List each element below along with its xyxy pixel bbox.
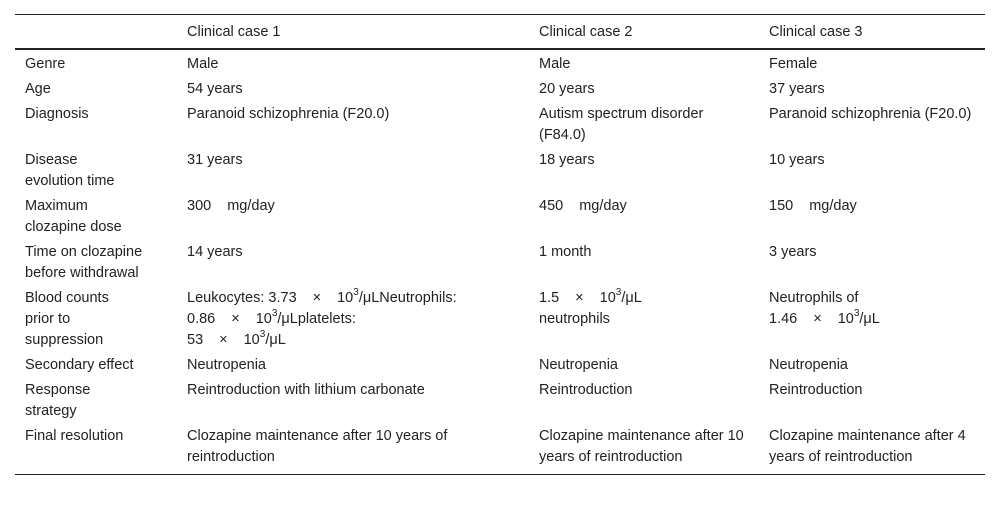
dose-value: 450 bbox=[539, 198, 564, 214]
exponent: 3 bbox=[353, 287, 359, 299]
blood-line-2: neutrophils bbox=[539, 311, 610, 327]
dose-value: 300 bbox=[187, 198, 212, 214]
cell-case-2: Male bbox=[539, 56, 571, 72]
neutrophils-value: 1.46 bbox=[769, 311, 798, 327]
table-header-row bbox=[15, 15, 985, 50]
blood-line-1 bbox=[187, 288, 519, 309]
platelets-label: platelets: bbox=[297, 311, 356, 327]
neutrophils-value: 1.5 bbox=[539, 290, 560, 306]
neutrophils-label: Neutrophils: bbox=[379, 290, 457, 306]
leukocytes-text: Leukocytes: 3.73 bbox=[187, 290, 297, 306]
cell-case-2: 20 years bbox=[539, 81, 595, 97]
row-label: Disease evolution time bbox=[25, 152, 115, 189]
table-row-time-on-clozapine bbox=[15, 239, 985, 285]
cell-case-3: Neutropenia bbox=[769, 357, 848, 373]
header-case-2: Clinical case 2 bbox=[529, 15, 759, 50]
row-label: Genre bbox=[25, 56, 66, 72]
header-case-1: Clinical case 1 bbox=[177, 15, 529, 50]
table-row-diagnosis bbox=[15, 101, 985, 147]
cell-case-1: Paranoid schizophrenia (F20.0) bbox=[187, 106, 390, 122]
header-case-3: Clinical case 3 bbox=[759, 15, 985, 50]
cell-case-3: Paranoid schizophrenia (F20.0) bbox=[769, 106, 972, 122]
cell-case-2: Clozapine maintenance after 10 years of reintroduction bbox=[529, 423, 759, 475]
times-sign: × bbox=[813, 311, 822, 327]
exponent: 3 bbox=[271, 308, 278, 320]
times-sign: × bbox=[219, 332, 228, 348]
header-empty bbox=[15, 15, 177, 50]
exponent: 3 bbox=[853, 308, 860, 320]
unit: /μL bbox=[277, 311, 298, 327]
cell-case-1 bbox=[177, 285, 529, 352]
cell-case-1 bbox=[177, 193, 529, 239]
row-label: Diagnosis bbox=[25, 106, 89, 122]
cell-case-2 bbox=[529, 193, 759, 239]
cell-case-3: 3 years bbox=[769, 244, 817, 260]
dose-unit: mg/day bbox=[579, 198, 627, 214]
cell-case-2 bbox=[529, 285, 759, 352]
unit: /μL bbox=[621, 290, 642, 306]
table-row-final-resolution bbox=[15, 423, 985, 475]
cell-case-2: 18 years bbox=[539, 152, 595, 168]
cell-case-3 bbox=[759, 285, 985, 352]
blood-line-2 bbox=[769, 309, 975, 330]
cell-case-1: 14 years bbox=[187, 244, 243, 260]
table-row-secondary-effect bbox=[15, 352, 985, 377]
cell-case-3: 37 years bbox=[769, 81, 825, 97]
cell-case-1: Clozapine maintenance after 10 years of reintroduction bbox=[177, 423, 529, 475]
ten: 10 bbox=[255, 311, 272, 327]
table-row-genre bbox=[15, 49, 985, 76]
unit: /μL bbox=[358, 290, 380, 306]
unit: /μL bbox=[859, 311, 880, 327]
unit: /μL bbox=[265, 332, 286, 348]
exponent: 3 bbox=[615, 287, 622, 299]
table-row-age bbox=[15, 76, 985, 101]
row-label: Blood counts prior to suppression bbox=[25, 290, 109, 348]
ten: 10 bbox=[837, 311, 854, 327]
cell-case-3: Reintroduction bbox=[769, 382, 863, 398]
cell-case-2: Reintroduction bbox=[539, 382, 633, 398]
row-label: Maximum clozapine dose bbox=[25, 198, 122, 235]
dose-value: 150 bbox=[769, 198, 794, 214]
table-row-blood-counts bbox=[15, 285, 985, 352]
dose-unit: mg/day bbox=[809, 198, 857, 214]
times-sign: × bbox=[312, 290, 322, 306]
times-sign: × bbox=[231, 311, 240, 327]
blood-line-3 bbox=[187, 330, 519, 351]
times-sign: × bbox=[575, 290, 584, 306]
cell-case-3: Clozapine maintenance after 4 years of reintroduction bbox=[759, 423, 985, 475]
table-row-disease-evolution-time bbox=[15, 147, 985, 193]
exponent: 3 bbox=[259, 329, 266, 341]
ten: 10 bbox=[243, 332, 260, 348]
blood-line-2 bbox=[187, 309, 519, 330]
clinical-cases-table bbox=[15, 14, 985, 475]
dose-unit: mg/day bbox=[227, 198, 275, 214]
ten: 10 bbox=[337, 290, 354, 306]
platelets-value: 53 bbox=[187, 332, 204, 348]
row-label: Age bbox=[25, 81, 51, 97]
cell-case-3 bbox=[759, 193, 985, 239]
cell-case-1: Neutropenia bbox=[187, 357, 266, 373]
blood-line-1 bbox=[539, 288, 749, 309]
neutrophils-value: 0.86 bbox=[187, 311, 216, 327]
table-row-maximum-clozapine-dose bbox=[15, 193, 985, 239]
row-label: Final resolution bbox=[15, 423, 177, 475]
cell-case-1: 54 years bbox=[187, 81, 243, 97]
cell-case-1: Male bbox=[187, 56, 219, 72]
cell-case-1: Reintroduction with lithium carbonate bbox=[187, 382, 425, 398]
row-label: Response strategy bbox=[25, 382, 91, 419]
row-label: Time on clozapine before withdrawal bbox=[25, 244, 143, 281]
table-row-response-strategy bbox=[15, 377, 985, 423]
cell-case-3: 10 years bbox=[769, 152, 825, 168]
row-label: Secondary effect bbox=[25, 357, 134, 373]
cell-case-2: 1 month bbox=[539, 244, 592, 260]
cell-case-3: Female bbox=[769, 56, 818, 72]
cell-case-2: Neutropenia bbox=[539, 357, 618, 373]
clinical-cases-table-container bbox=[15, 14, 985, 475]
cell-case-2: Autism spectrum disorder (F84.0) bbox=[539, 106, 704, 143]
blood-line-1: Neutrophils of bbox=[769, 290, 859, 306]
cell-case-1: 31 years bbox=[187, 152, 243, 168]
ten: 10 bbox=[599, 290, 616, 306]
